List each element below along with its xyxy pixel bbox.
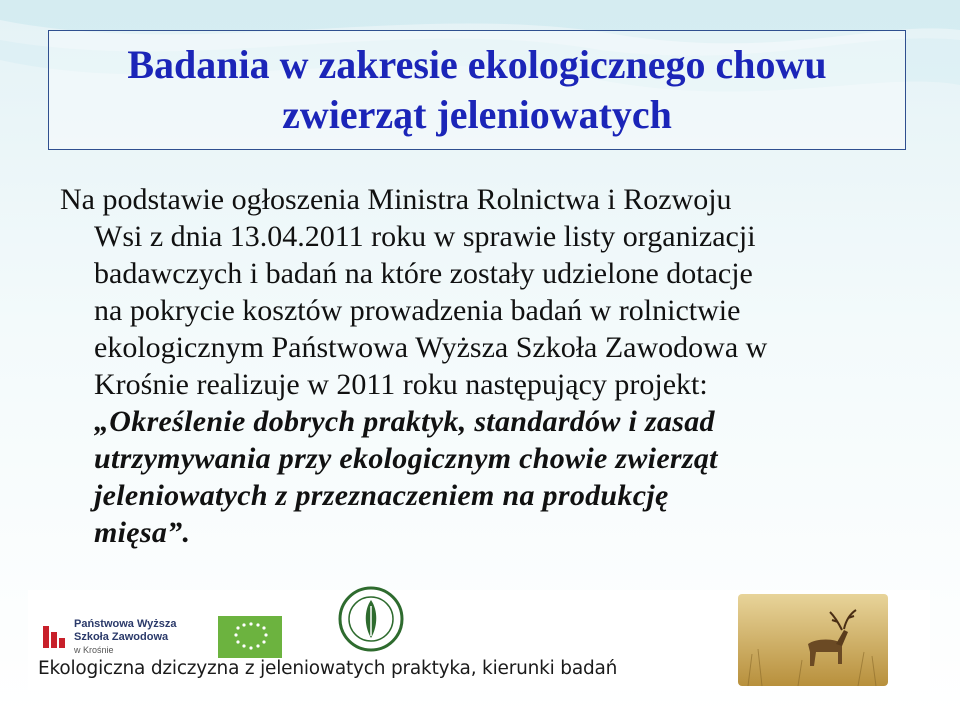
body-line: Na podstawie ogłoszenia Ministra Rolnictwa i Rozwoju (60, 183, 732, 216)
project-title-line: jeleniowatych z przeznaczeniem na produkcję (94, 479, 669, 512)
pwsz-logo-text (74, 618, 177, 657)
deer-photo (738, 594, 888, 686)
body-line: na pokrycie kosztów prowadzenia badań w rolnictwie (94, 294, 741, 327)
title-line-2: zwierząt jeleniowatych (282, 92, 672, 137)
project-title-line: utrzymywania przy ekologicznym chowie zwierząt (94, 442, 718, 475)
pwsz-logo-icon (40, 622, 70, 652)
organic-seal-icon (338, 586, 404, 652)
pwsz-logo-line: Państwowa Wyższa (74, 618, 177, 630)
body-line: ekologicznym Państwowa Wyższa Szkoła Zawodowa w (94, 331, 768, 364)
pwsz-logo-line: w Krośnie (74, 645, 114, 655)
body-line: Krośnie realizuje w 2011 roku następujący projekt: (94, 368, 708, 401)
pwsz-logo-line: Szkoła Zawodowa (74, 631, 169, 643)
footer-caption: Ekologiczna dziczyzna z jeleniowatych praktyka, kierunki badań (38, 658, 618, 679)
body-paragraph (60, 181, 920, 551)
project-title-line: mięsa”. (94, 516, 191, 549)
body-line: Wsi z dnia 13.04.2011 roku w sprawie listy organizacji (94, 220, 756, 253)
slide-title (48, 40, 906, 140)
footer-banner (28, 590, 930, 690)
eu-organic-leaf-icon (218, 616, 282, 658)
body-line: badawczych i badań na które zostały udzielone dotacje (94, 257, 753, 290)
title-line-1: Badania w zakresie ekologicznego chowu (127, 42, 827, 87)
project-title-line: „Określenie dobrych praktyk, standardów i zasad (94, 405, 715, 438)
